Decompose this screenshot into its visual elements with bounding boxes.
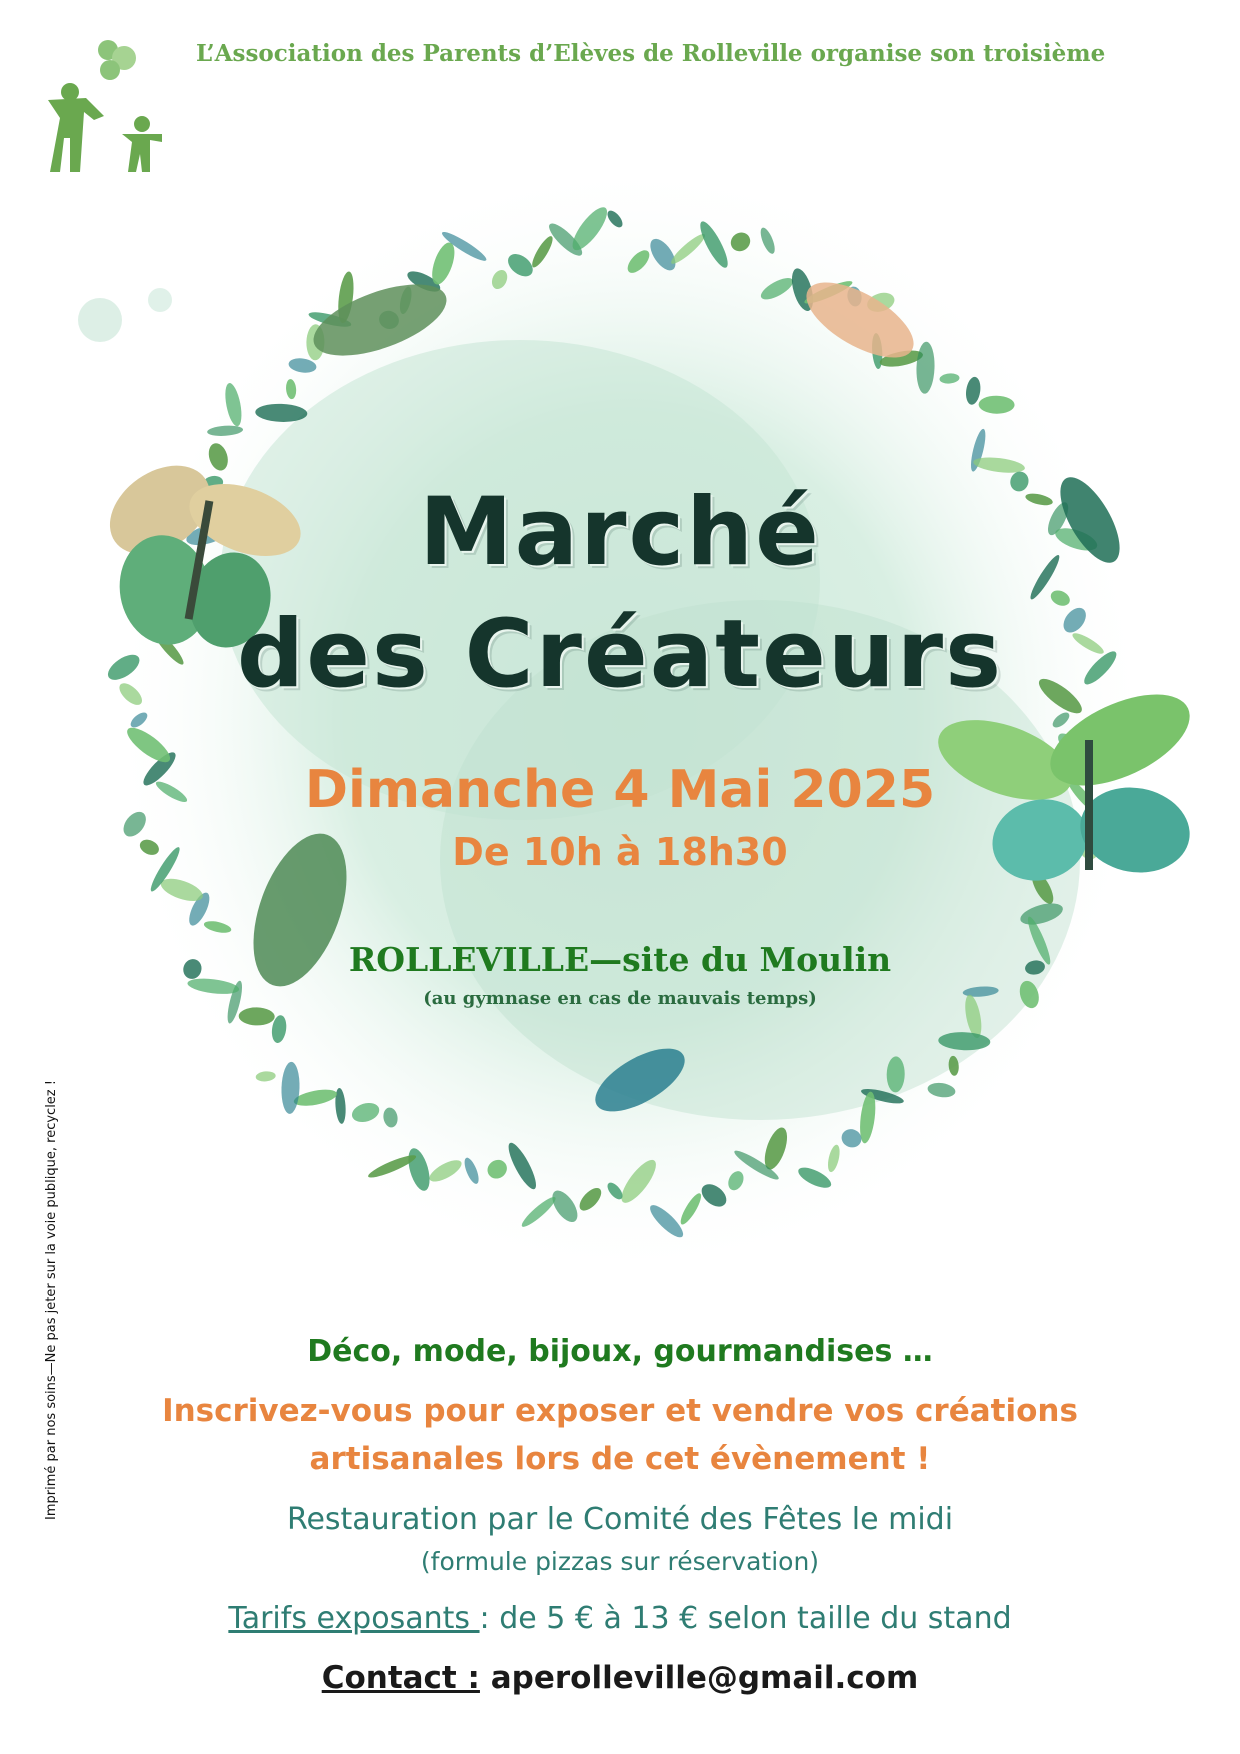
food-note: (formule pizzas sur réservation) [420, 1547, 820, 1576]
exhibitor-fees-value: : de 5 € à 13 € selon taille du stand [479, 1601, 1012, 1636]
contact-label: Contact : [321, 1660, 480, 1696]
print-disclaimer-text: Imprimé par nos soins—Ne pas jeter sur la voie publique, recyclez ! [44, 1080, 59, 1520]
exhibitor-fees [0, 1601, 1240, 1636]
event-title-line2: des Créateurs [236, 600, 1004, 709]
products-list: Déco, mode, bijoux, gourmandises … [307, 1334, 933, 1369]
association-logo [46, 38, 166, 172]
contact-email[interactable]: aperolleville@gmail.com [490, 1660, 919, 1696]
logo-text: APEROLLEVILLE [104, 102, 160, 110]
event-date: Dimanche 4 Mai 2025 [304, 760, 936, 820]
event-hours: De 10h à 18h30 [452, 830, 788, 874]
event-title-line1: Marché [419, 478, 821, 587]
invite-line-1: Inscrivez-vous pour exposer et vendre vos créations [162, 1393, 1078, 1429]
invite-line-2: artisanales lors de cet évènement ! [309, 1441, 931, 1477]
association-intro: L’Association des Parents d’Elèves de Rolleville organise son troisième [196, 40, 1106, 67]
event-location: ROLLEVILLE—site du Moulin [348, 940, 892, 979]
weather-note: (au gymnase en cas de mauvais temps) [423, 988, 817, 1009]
contact [0, 1660, 1240, 1696]
exhibitor-fees-label: Tarifs exposants [228, 1601, 480, 1636]
food-info: Restauration par le Comité des Fêtes le midi [286, 1502, 954, 1537]
